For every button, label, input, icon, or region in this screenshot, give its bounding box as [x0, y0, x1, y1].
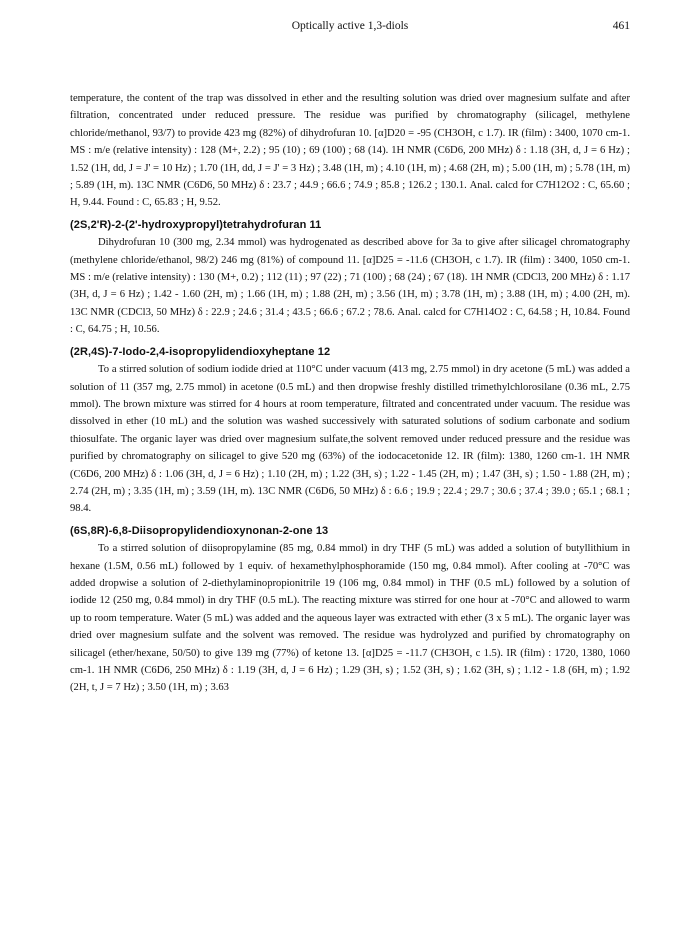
section-compound-12 [70, 344, 630, 518]
section-heading: (2R,4S)-7-Iodo-2,4-isopropylidendioxyheptane 12 [70, 345, 331, 358]
section-heading: (2S,2'R)-2-(2'-hydroxypropyl)tetrahydrofuran 11 [70, 218, 322, 231]
section-paragraph: temperature, the content of the trap was dissolved in ether and the resulting solution was dried over magnesium sulfate and after filtration, concentrated under reduced pressure. The residue was purified by chromatography (silicagel, methylene chloride/methanol, 93/7) to provide 423 mg (82%) of dihydrofuran 10. [α]D20 = -95 (CH3OH, c 1.7). IR (film) : 3400, 1070 cm-1. MS : m/e (relative intensity) : 128 (M+, 2.2) ; 95 (10) ; 69 (100) ; 68 (14). 1H NMR (C6D6, 200 MHz) δ : 1.18 (3H, d, J = 6 Hz) ; 1.52 (1H, dd, J = J' = 10 Hz) ; 1.70 (1H, dd, J = J' = 3 Hz) ; 3.48 (1H, m) ; 4.10 (1H, m) ; 4.68 (2H, m) ; 5.00 (1H, m) ; 5.78 (1H, m) ; 5.89 (1H, m). 13C NMR (C6D6, 50 MHz) δ : 23.7 ; 44.9 ; 66.6 ; 74.9 ; 85.8 ; 126.2 ; 130.1. Anal. calcd for C7H12O2 : C, 65.60 ; H, 9.44. Found : C, 65.83 ; H, 9.52. [70, 93, 630, 209]
running-header [70, 20, 630, 36]
section-heading: (6S,8R)-6,8-Diisopropylidendioxynonan-2-one 13 [70, 524, 329, 537]
section-paragraph: To a stirred solution of sodium iodide dried at 110°C under vacuum (413 mg, 2.75 mmol) in dry acetone (5 mL) was added a solution of 11 (357 mg, 2.75 mmol) in acetone (0.5 mL) and then dropwise freshly distilled trimethylchlorosilane (0.36 mL, 2.75 mmol). The brown mixture was stirred for 4 hours at room temperature, filtrated and concentrated under vacuum. The residue was dissolved in ether (10 mL) and the solution was washed successively with saturated solutions of sodium carbonate and sodium thiosulfate. The organic layer was dried over magnesium sulfate,the solvent removed under reduced pressure and the residue was purified by chromatography on silicagel to give 520 mg (63%) of the iodocacetonide 12. IR (film): 1380, 1260 cm-1. 1H NMR (C6D6, 200 MHz) δ : 1.06 (3H, d, J = 6 Hz) ; 1.10 (2H, m) ; 1.22 (3H, s) ; 1.22 - 1.45 (2H, m) ; 1.47 (3H, s) ; 1.50 - 1.88 (2H, m) ; 2.74 (2H, m) ; 3.35 (1H, m) ; 3.59 (1H, m). 13C NMR (C6D6, 50 MHz) δ : 6.6 ; 19.9 ; 22.4 ; 29.7 ; 30.6 ; 37.4 ; 39.0 ; 65.1 ; 68.1 ; 98.4. [70, 364, 630, 515]
page-number: 461 [612, 20, 630, 32]
section-paragraph: Dihydrofuran 10 (300 mg, 2.34 mmol) was hydrogenated as described above for 3a to give after silicagel chromatography (methylene chloride/ethanol, 98/2) 246 mg (81%) of compound 11. [α]D25 = -11.6 (CH3OH, c 1.7). IR (film) : 3400, 1050 cm-1. MS : m/e (relative intensity) : 130 (M+, 0.2) ; 112 (11) ; 97 (22) ; 71 (100) ; 68 (24) ; 67 (18). 1H NMR (CDCl3, 200 MHz) δ : 1.17 (3H, d, J = 6 Hz) ; 1.42 - 1.60 (2H, m) ; 1.66 (1H, m) ; 1.88 (2H, m) ; 3.56 (1H, m) ; 3.78 (1H, m) ; 3.88 (1H, m) ; 4.00 (2H, m). 13C NMR (CDCl3, 50 MHz) δ : 22.9 ; 24.6 ; 31.4 ; 43.5 ; 66.6 ; 67.2 ; 78.6. Anal. calcd for C7H14O2 : C, 64.58 ; H, 10.84. Found : C, 64.75 ; H, 10.56. [70, 237, 630, 336]
running-title: Optically active 1,3-diols [291, 20, 409, 32]
section-compound-11 [70, 217, 630, 339]
article-body [70, 90, 630, 700]
section-compound-13 [70, 523, 630, 697]
section-paragraph: To a stirred solution of diisopropylamine (85 mg, 0.84 mmol) in dry THF (5 mL) was added a solution of butyllithium in hexane (1.5M, 0.56 mL) followed by 1 equiv. of hexamethylphosphoramide (150 mg, 0.84 mmol). After cooling at -70°C was added dropwise a solution of 2-diethylaminopropionitrile 19 (106 mg, 0.84 mmol) in THF (0.5 mL) followed by a solution of iodide 12 (250 mg, 0.84 mmol) in dry THF (0.5 mL). The reacting mixture was stirred for one hour at -70°C and allowed to warm up to room temperature. Water (5 mL) was added and the aqueous layer was extracted with ether (3 x 5 mL). The organic layer was dried over magnesium sulfate and the solvent was removed. The residue was hydrolyzed and purified by chromatography on silicagel (ether/hexane, 50/50) to give 139 mg (77%) of ketone 13. [α]D25 = -11.7 (CH3OH, c 1.5). IR (film) : 1720, 1380, 1060 cm-1. 1H NMR (C6D6, 250 MHz) δ : 1.19 (3H, d, J = 6 Hz) ; 1.29 (3H, s) ; 1.52 (3H, s) ; 1.62 (3H, s) ; 1.12 - 1.8 (6H, m) ; 1.92 (2H, t, J = 7 Hz) ; 3.50 (1H, m) ; 3.63 [70, 543, 630, 694]
section-dihydrofuran-10 [70, 90, 630, 212]
